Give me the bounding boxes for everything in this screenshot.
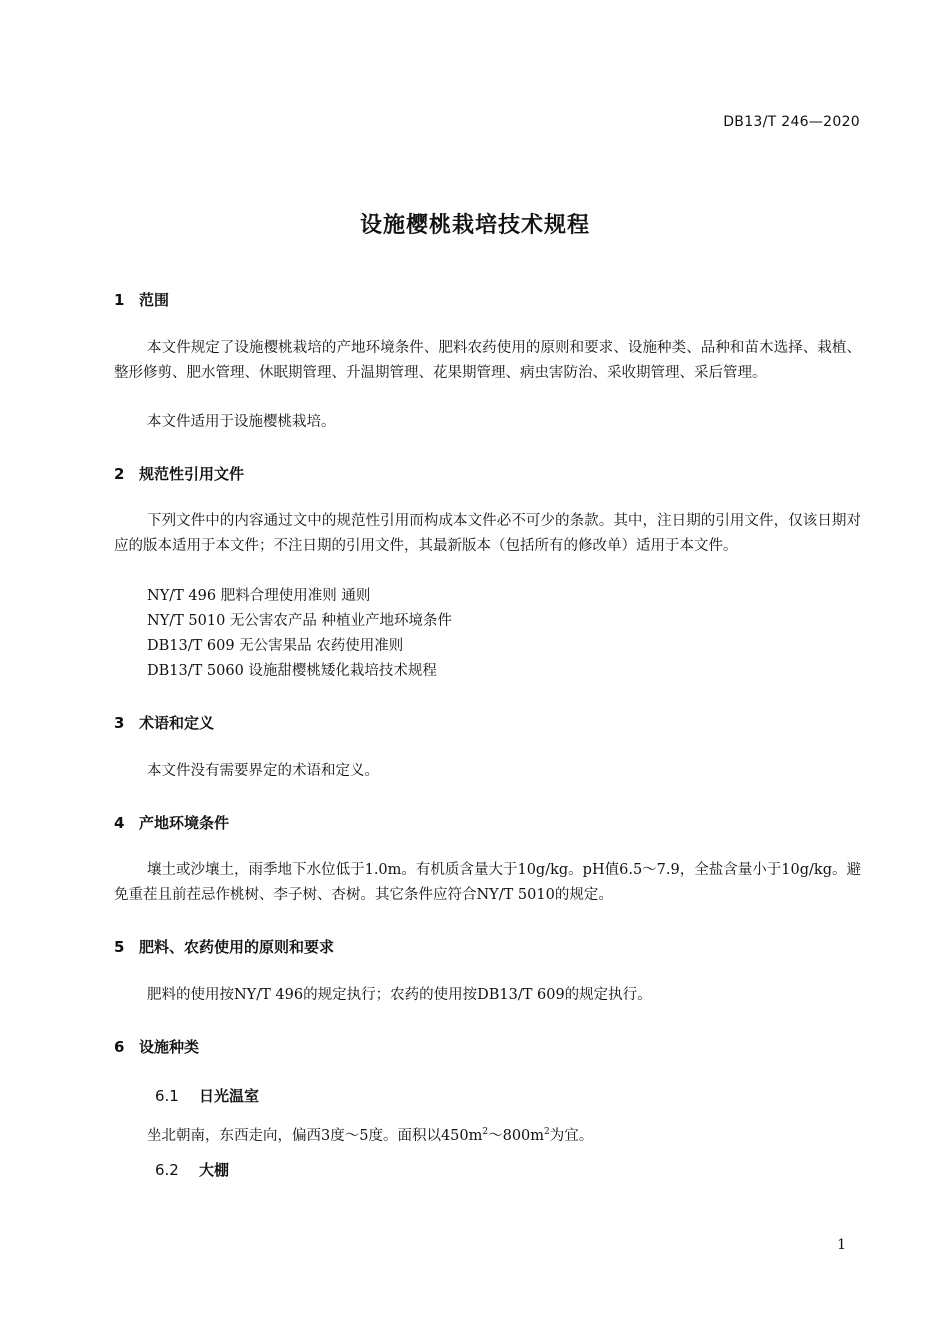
page-number: 1 <box>837 1237 846 1253</box>
standard-code: DB13/T 246—2020 <box>723 114 860 130</box>
paragraph <box>114 1120 861 1149</box>
reference-item: NY/T 5010 无公害农产品 种植业产地环境条件 <box>147 613 453 629</box>
subsection-title: 大棚 <box>199 1161 230 1179</box>
unit: m <box>530 1127 545 1144</box>
reference-item: DB13/T 609 无公害果品 农药使用准则 <box>147 638 404 654</box>
paragraph: 本文件规定了设施樱桃栽培的产地环境条件、肥料农药使用的原则和要求、设施种类、品种和苗木选择、栽植、整形修剪、肥水管理、休眠期管理、升温期管理、花果期管理、病虫害防治、采收期管理、采后管理。 <box>114 340 861 381</box>
subsection-number: 6.2 <box>155 1161 179 1179</box>
section-number: 3 <box>114 714 125 732</box>
section-title: 产地环境条件 <box>139 814 230 832</box>
superscript: 2 <box>482 1127 489 1137</box>
paragraph: 本文件适用于设施樱桃栽培。 <box>147 414 336 430</box>
paragraph: 下列文件中的内容通过文中的规范性引用而构成本文件必不可少的条款。其中，注日期的引用文件，仅该日期对应的版本适用于本文件；不注日期的引用文件，其最新版本（包括所有的修改单）适用于本文件。 <box>114 513 861 554</box>
section-title: 设施种类 <box>139 1038 200 1056</box>
section-heading-4 <box>114 812 229 833</box>
subsection-title: 日光温室 <box>199 1087 260 1105</box>
subsection-number: 6.1 <box>155 1087 179 1105</box>
unit: m <box>468 1127 483 1144</box>
subsection-heading-6-2 <box>155 1159 229 1180</box>
section-title: 范围 <box>139 291 170 309</box>
reference-item: NY/T 496 肥料合理使用准则 通则 <box>147 588 371 604</box>
section-number: 4 <box>114 814 125 832</box>
reference-item: DB13/T 5060 设施甜樱桃矮化栽培技术规程 <box>147 663 437 679</box>
section-heading-5 <box>114 936 334 957</box>
subsection-heading-6-1 <box>155 1085 259 1106</box>
section-title: 肥料、农药使用的原则和要求 <box>139 938 335 956</box>
paragraph-text: 坐北朝南，东西走向，偏西3度～5度。面积以450 <box>147 1127 469 1144</box>
section-title: 术语和定义 <box>139 714 215 732</box>
paragraph-text: 为宜。 <box>549 1127 594 1144</box>
paragraph: 壤土或沙壤土，雨季地下水位低于1.0m。有机质含量大于10g/kg。pH值6.5～7.9，全盐含量小于10g/kg。避免重茬且前茬忌作桃树、李子树、杏树。其它条件应符合NY/T 5010的规定。 <box>114 862 861 903</box>
paragraph: 肥料的使用按NY/T 496的规定执行；农药的使用按DB13/T 609的规定执行。 <box>147 987 652 1003</box>
section-number: 5 <box>114 938 125 956</box>
section-heading-2 <box>114 463 244 484</box>
paragraph: 本文件没有需要界定的术语和定义。 <box>147 763 379 779</box>
section-heading-1 <box>114 289 169 310</box>
section-title: 规范性引用文件 <box>139 465 245 483</box>
section-number: 1 <box>114 291 125 309</box>
paragraph-text: ～800 <box>488 1127 531 1144</box>
section-number: 2 <box>114 465 125 483</box>
section-heading-3 <box>114 712 214 733</box>
section-heading-6 <box>114 1036 199 1057</box>
section-number: 6 <box>114 1038 125 1056</box>
superscript: 2 <box>544 1127 550 1137</box>
document-title: 设施樱桃栽培技术规程 <box>359 213 590 238</box>
